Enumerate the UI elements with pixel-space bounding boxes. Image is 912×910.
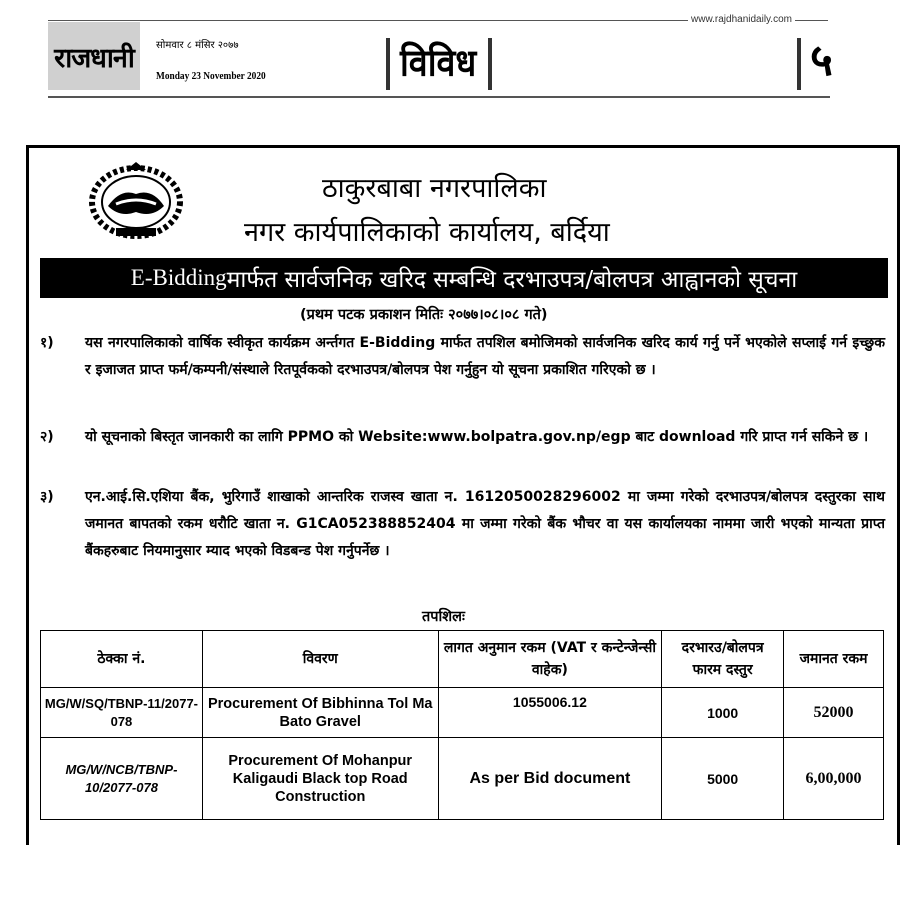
- header-contract-no: ठेक्का नं.: [41, 631, 203, 688]
- contract-description: Procurement Of Mohanpur Kaligaudi Black top Road Construction: [202, 738, 438, 820]
- bid-security: 52000: [784, 688, 884, 738]
- header-description: विवरण: [202, 631, 438, 688]
- bid-security: 6,00,000: [784, 738, 884, 820]
- paragraph-number: २): [40, 429, 54, 445]
- divider: [797, 38, 801, 90]
- paragraph-text: एन.आई.सि.एशिया बैंक, भुरिगाउँ शाखाको आन्तरिक राजस्व खाता न. 1612050028296002 मा जम्मा गरेको दरभाउपत्र/बोलपत्र दस्तुरका साथ जमानत बापतको रकम धरौटि खाता न. G1CA052388852404 मा जम्मा गरेको बैंक भौचर वा यस कार्यालयका नाममा जारी भएको मान्यता प्राप्त बैंकहरुबाट नियमानुसार म्याद भएको विडबन्ड पेश गर्नुपर्नेछ ।: [85, 489, 885, 559]
- banner-title: मार्फत सार्वजनिक खरिद सम्बन्धि दरभाउपत्र/बोलपत्र आह्वानको सूचना: [226, 267, 798, 293]
- masthead-bottom-rule: [48, 96, 830, 98]
- form-fee: 5000: [662, 738, 784, 820]
- date-english: Monday 23 November 2020: [156, 70, 266, 82]
- table-row: [41, 688, 884, 738]
- contract-id: MG/W/SQ/TBNP-11/2077-078: [41, 688, 203, 738]
- cost-estimate: As per Bid document: [438, 738, 662, 820]
- bid-table: [40, 630, 884, 820]
- table-caption: तपशिलः: [422, 609, 465, 625]
- newspaper-name: राजधानी: [54, 42, 134, 74]
- contract-id: MG/W/NCB/TBNP-10/2077-078: [41, 738, 203, 820]
- table-row: [41, 738, 884, 820]
- header-bid-security: जमानत रकम: [784, 631, 884, 688]
- notice-paragraph: [40, 424, 886, 480]
- paragraph-number: १): [40, 335, 54, 351]
- notice-paragraph: [40, 330, 886, 412]
- notice-paragraph: [40, 484, 886, 594]
- office-name: नगर कार्यपालिकाको कार्यालय, बर्दिया: [244, 217, 610, 248]
- org-name: ठाकुरबाबा नगरपालिका: [322, 173, 547, 204]
- municipality-emblem-icon: [86, 160, 186, 240]
- cost-estimate: 1055006.12: [438, 688, 662, 738]
- date-nepali: सोमवार ८ मंसिर २०७७: [156, 40, 239, 51]
- header-cost-estimate: लागत अनुमान रकम (VAT र कन्टेन्जेन्सी वाहेक): [438, 631, 662, 688]
- contract-description: Procurement Of Bibhinna Tol Ma Bato Gravel: [202, 688, 438, 738]
- divider: [386, 38, 390, 90]
- publication-date: (प्रथम पटक प्रकाशन मितिः २०७७।०८।०८ गते): [300, 307, 548, 323]
- divider: [488, 38, 492, 90]
- paragraph-text: यो सूचनाको बिस्तृत जानकारी का लागि PPMO को Website:www.bolpatra.gov.np/egp बाट download गरि प्राप्त गर्न सकिने छ ।: [85, 429, 869, 445]
- paragraph-text: यस नगरपालिकाको वार्षिक स्वीकृत कार्यक्रम अर्न्तगत E-Bidding मार्फत तपशिल बमोजिमको सार्वजनिक खरिद कार्य गर्नु पर्ने भएकोले सप्लाई गर्न इच्छुक र इजाजत प्राप्त फर्म/कम्पनी/संस्थाले रितपूर्वकको दरभाउपत्र/बोलपत्र पेश गर्नुहुन यो सूचना प्रकाशित गरिएको छ ।: [85, 335, 885, 378]
- banner-ebidding: E-Bidding: [130, 265, 227, 290]
- paragraph-number: ३): [40, 489, 54, 505]
- form-fee: 1000: [662, 688, 784, 738]
- site-url[interactable]: www.rajdhanidaily.com: [688, 14, 795, 25]
- notice-title-banner: [40, 258, 888, 298]
- header-form-fee: दरभारउ/बोलपत्र फारम दस्तुर: [662, 631, 784, 688]
- masthead-logo: [48, 22, 140, 90]
- table-header-row: [41, 631, 884, 688]
- page-number: ५: [810, 35, 833, 86]
- section-title: विविध: [400, 41, 477, 86]
